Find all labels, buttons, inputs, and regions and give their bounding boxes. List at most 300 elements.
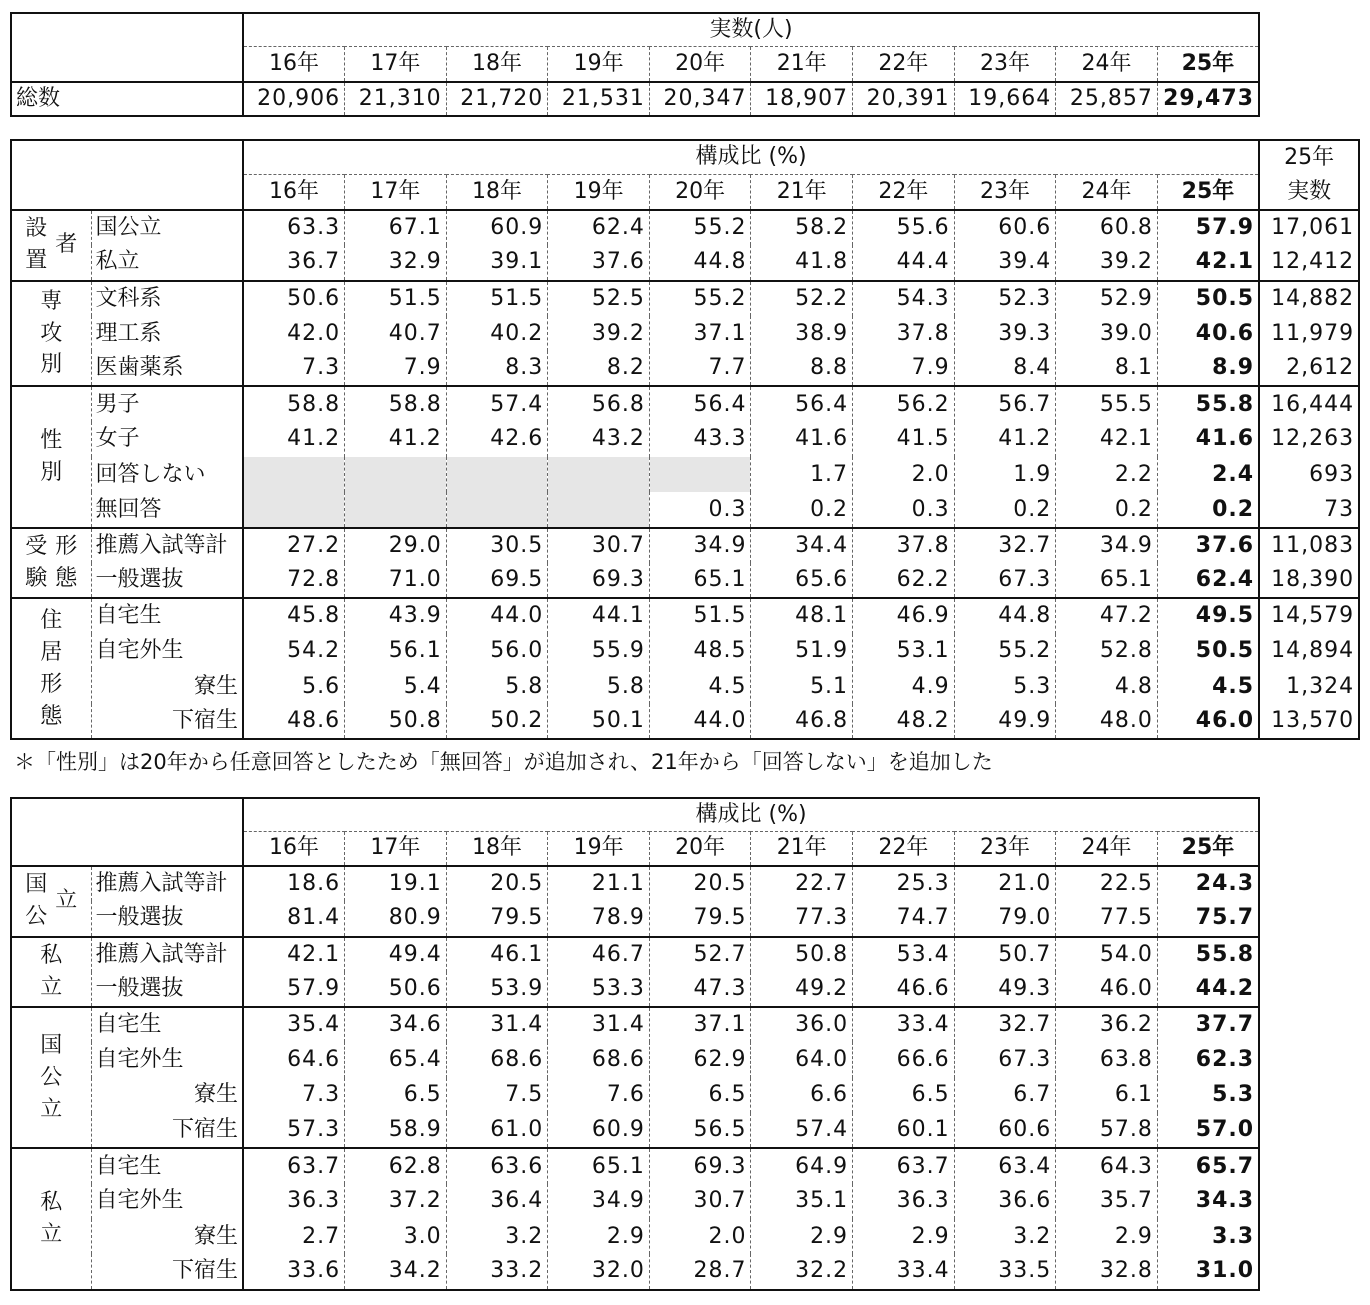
value-cell: 51.5 [446,281,548,316]
value-cell: 74.7 [853,901,955,936]
value-cell: 65.1 [548,1148,650,1183]
value-cell: 39.0 [1056,316,1158,351]
value-cell: 21.0 [954,866,1056,901]
count-cell: 16,444 [1259,386,1359,421]
row-label: 自宅外生 [91,634,243,669]
value-cell: 34.4 [751,528,853,563]
value-cell: 31.4 [446,1007,548,1042]
total-cell: 21,531 [548,82,650,116]
year-header: 22年 [853,174,955,210]
value-cell: 60.1 [853,1113,955,1148]
value-cell: 24.3 [1157,866,1259,901]
value-cell: 6.7 [954,1078,1056,1113]
value-cell: 68.6 [548,1042,650,1077]
row-label: 理工系 [91,316,243,351]
value-cell: 57.0 [1157,1113,1259,1148]
value-cell: 32.9 [345,245,447,280]
value-cell: 44.8 [954,598,1056,633]
count-cell: 13,570 [1259,704,1359,739]
group-label-text [12,531,91,595]
year-header: 18年 [446,831,548,866]
value-cell: 36.4 [446,1184,548,1219]
table-row [11,563,1359,598]
value-cell: 49.9 [954,704,1056,739]
year-header: 16年 [243,46,345,82]
year-header: 21年 [751,831,853,866]
value-cell: 32.2 [751,1254,853,1289]
value-cell: 41.6 [751,422,853,457]
row-label: 国公立 [91,210,243,245]
value-cell: 50.6 [243,281,345,316]
value-cell: 56.5 [649,1113,751,1148]
count-cell: 11,083 [1259,528,1359,563]
group-label-char: 性 [40,428,63,454]
value-cell: 8.3 [446,351,548,386]
group-label-char: 形 [40,671,63,697]
group-label-char: 住 [40,608,63,634]
value-cell: 27.2 [243,528,345,563]
value-cell: 42.1 [1157,245,1259,280]
value-cell: 50.5 [1157,634,1259,669]
count-cell: 12,412 [1259,245,1359,280]
value-cell: 0.2 [954,492,1056,527]
value-cell: 66.6 [853,1042,955,1077]
value-cell: 75.7 [1157,901,1259,936]
value-cell: 52.3 [954,281,1056,316]
total-count-table [10,12,1260,117]
value-cell: 2.0 [853,457,955,492]
table-row [11,492,1359,527]
table-row [11,1042,1259,1077]
value-cell: 6.1 [1056,1078,1158,1113]
row-label: 一般選抜 [91,901,243,936]
year-header: 23年 [954,831,1056,866]
value-cell: 50.5 [1157,281,1259,316]
value-cell: 34.2 [345,1254,447,1289]
row-label: 推薦入試等計 [91,866,243,901]
count-cell: 1,324 [1259,669,1359,704]
value-cell: 6.5 [345,1078,447,1113]
value-cell: 19.1 [345,866,447,901]
value-cell: 41.2 [345,422,447,457]
group-label-char: 攻 [40,320,63,346]
total-label: 総数 [11,82,243,116]
group-label-char: 置 [25,248,48,274]
value-cell: 20.5 [649,866,751,901]
row-label: 寮生 [91,1078,243,1113]
value-cell: 3.2 [954,1219,1056,1254]
value-cell: 79.5 [446,901,548,936]
value-cell: 0.2 [751,492,853,527]
value-cell: 7.3 [243,351,345,386]
group-label-char: 態 [40,703,63,729]
year-header: 25年 [1157,46,1259,82]
year-header: 19年 [548,831,650,866]
count-cell: 17,061 [1259,210,1359,245]
value-cell: 37.6 [548,245,650,280]
value-cell: 32.7 [954,1007,1056,1042]
value-cell: 6.5 [649,1078,751,1113]
value-cell: 39.3 [954,316,1056,351]
row-label: 女子 [91,422,243,457]
value-cell: 33.6 [243,1254,345,1289]
value-cell: 62.9 [649,1042,751,1077]
value-cell: 18.6 [243,866,345,901]
group-label-char: 受 [25,534,48,560]
row-label: 自宅生 [91,598,243,633]
value-cell: 67.3 [954,563,1056,598]
group-label [11,528,91,599]
value-cell: 68.6 [446,1042,548,1077]
group-label [11,1007,91,1148]
total-cell: 20,391 [853,82,955,116]
value-cell: 52.8 [1056,634,1158,669]
group-label-part [25,213,47,277]
value-cell: 65.4 [345,1042,447,1077]
table-row [11,1148,1259,1183]
table-row [11,1113,1259,1148]
group-label-char: 形 [55,534,78,560]
value-cell: 39.4 [954,245,1056,280]
value-cell: 0.3 [649,492,751,527]
table-row [11,704,1359,739]
table-row [11,281,1359,316]
value-cell: 77.3 [751,901,853,936]
value-cell: 46.7 [548,937,650,972]
year-header: 25年 [1157,831,1259,866]
total-cell: 21,720 [446,82,548,116]
group-label [11,866,91,937]
table-row [11,937,1259,972]
group-label-char: 別 [40,460,63,486]
extra-header-count: 実数 [1259,174,1359,210]
table-row [11,386,1359,421]
group-label-text [12,1187,91,1251]
group-label-char: 者 [55,232,78,258]
value-cell: 33.4 [853,1254,955,1289]
value-cell: 63.8 [1056,1042,1158,1077]
value-cell: 30.5 [446,528,548,563]
value-cell: 33.2 [446,1254,548,1289]
extra-header-year: 25年 [1259,140,1359,174]
table-row [11,598,1359,633]
year-header: 24年 [1056,174,1158,210]
year-header: 21年 [751,46,853,82]
value-cell: 0.2 [1157,492,1259,527]
value-cell: 25.3 [853,866,955,901]
group-label-char: 験 [25,565,48,591]
count-cell: 14,579 [1259,598,1359,633]
value-cell [243,457,345,492]
value-cell: 8.2 [548,351,650,386]
value-cell: 60.6 [954,1113,1056,1148]
table-row [11,210,1359,245]
value-cell: 3.3 [1157,1219,1259,1254]
row-label: 自宅外生 [91,1184,243,1219]
value-cell: 63.7 [853,1148,955,1183]
total-cell: 20,906 [243,82,345,116]
year-header: 22年 [853,46,955,82]
value-cell: 60.6 [954,210,1056,245]
value-cell: 63.3 [243,210,345,245]
value-cell: 58.2 [751,210,853,245]
value-cell: 52.5 [548,281,650,316]
value-cell [649,457,751,492]
value-cell: 37.1 [649,316,751,351]
value-cell: 65.7 [1157,1148,1259,1183]
group-label [11,281,91,387]
count-cell: 2,612 [1259,351,1359,386]
group-label-part [55,229,77,261]
group-label-char: 私 [40,943,63,968]
group-label-part [40,286,62,382]
group-label [11,386,91,527]
value-cell: 61.0 [446,1113,548,1148]
value-cell: 5.8 [446,669,548,704]
value-cell: 43.3 [649,422,751,457]
value-cell: 4.5 [1157,669,1259,704]
table-row [11,422,1359,457]
value-cell: 49.2 [751,972,853,1007]
group-label [11,210,91,281]
group-label-part [40,425,62,489]
value-cell: 31.4 [548,1007,650,1042]
value-cell: 55.6 [853,210,955,245]
value-cell: 7.5 [446,1078,548,1113]
value-cell: 65.1 [649,563,751,598]
value-cell: 48.0 [1056,704,1158,739]
value-cell: 2.9 [853,1219,955,1254]
value-cell: 37.8 [853,316,955,351]
value-cell: 64.9 [751,1148,853,1183]
value-cell: 65.1 [1056,563,1158,598]
value-cell: 55.8 [1157,386,1259,421]
group-label-char: 態 [55,565,78,591]
value-cell: 56.0 [446,634,548,669]
value-cell: 2.7 [243,1219,345,1254]
year-header: 19年 [548,174,650,210]
value-cell: 63.4 [954,1148,1056,1183]
value-cell: 34.9 [1056,528,1158,563]
year-header: 24年 [1056,46,1158,82]
group-label-text [12,869,91,933]
row-label: 推薦入試等計 [91,528,243,563]
value-cell: 6.5 [853,1078,955,1113]
value-cell: 41.8 [751,245,853,280]
group-label-part [55,531,77,595]
value-cell: 5.3 [954,669,1056,704]
value-cell: 42.1 [243,937,345,972]
value-cell: 35.4 [243,1007,345,1042]
value-cell: 62.4 [548,210,650,245]
row-label: 無回答 [91,492,243,527]
value-cell: 69.3 [548,563,650,598]
value-cell: 53.4 [853,937,955,972]
value-cell: 5.8 [548,669,650,704]
year-header: 24年 [1056,831,1158,866]
value-cell: 42.1 [1056,422,1158,457]
value-cell: 62.3 [1157,1042,1259,1077]
value-cell: 64.0 [751,1042,853,1077]
count-cell: 18,390 [1259,563,1359,598]
total-cell: 18,907 [751,82,853,116]
value-cell: 56.7 [954,386,1056,421]
value-cell [345,457,447,492]
group-label-text [12,425,91,489]
value-cell: 36.6 [954,1184,1056,1219]
year-header: 17年 [345,174,447,210]
group-label-char: 立 [40,1221,63,1247]
value-cell: 1.9 [954,457,1056,492]
year-header: 20年 [649,831,751,866]
value-cell: 48.6 [243,704,345,739]
value-cell: 43.2 [548,422,650,457]
value-cell: 3.0 [345,1219,447,1254]
value-cell: 44.2 [1157,972,1259,1007]
value-cell: 42.6 [446,422,548,457]
year-header: 20年 [649,46,751,82]
count-cell: 73 [1259,492,1359,527]
value-cell: 36.2 [1056,1007,1158,1042]
value-cell: 8.9 [1157,351,1259,386]
value-cell: 56.4 [649,386,751,421]
value-cell: 40.7 [345,316,447,351]
value-cell: 55.9 [548,634,650,669]
year-header: 21年 [751,174,853,210]
group-label-part [40,1030,62,1126]
group-label-char: 専 [40,288,63,314]
value-cell: 30.7 [548,528,650,563]
table-row [11,316,1359,351]
value-cell: 46.8 [751,704,853,739]
table-row [11,245,1359,280]
value-cell: 2.9 [1056,1219,1158,1254]
group-label-text [12,1030,91,1126]
value-cell: 64.3 [1056,1148,1158,1183]
value-cell: 50.7 [954,937,1056,972]
value-cell: 67.1 [345,210,447,245]
value-cell: 65.6 [751,563,853,598]
group-label [11,598,91,739]
row-label: 自宅外生 [91,1042,243,1077]
group-label-char: 別 [40,352,63,378]
table-row [11,1219,1259,1254]
value-cell: 40.2 [446,316,548,351]
group-label [11,937,91,1008]
value-cell: 51.5 [649,598,751,633]
group-label-text [12,213,91,277]
group-label-char: 公 [25,904,48,930]
value-cell: 51.9 [751,634,853,669]
value-cell: 44.0 [446,598,548,633]
row-label: 下宿生 [91,1113,243,1148]
value-cell: 36.0 [751,1007,853,1042]
year-header: 25年 [1157,174,1259,210]
value-cell: 21.1 [548,866,650,901]
value-cell: 78.9 [548,901,650,936]
value-cell: 49.4 [345,937,447,972]
value-cell: 7.9 [853,351,955,386]
value-cell: 60.8 [1056,210,1158,245]
value-cell: 52.7 [649,937,751,972]
row-label: 下宿生 [91,1254,243,1289]
value-cell: 53.3 [548,972,650,1007]
value-cell: 57.4 [751,1113,853,1148]
group-label-char: 国 [25,872,48,898]
value-cell: 8.4 [954,351,1056,386]
value-cell: 72.8 [243,563,345,598]
value-cell: 53.1 [853,634,955,669]
value-cell [446,457,548,492]
composition-ratio-header: 構成比 (%) [243,140,1259,174]
value-cell: 62.2 [853,563,955,598]
value-cell: 44.8 [649,245,751,280]
composition-ratio-table [10,139,1360,740]
row-label: 自宅生 [91,1007,243,1042]
value-cell: 55.5 [1056,386,1158,421]
value-cell: 49.5 [1157,598,1259,633]
value-cell: 47.2 [1056,598,1158,633]
value-cell: 81.4 [243,901,345,936]
value-cell: 2.4 [1157,457,1259,492]
value-cell: 44.1 [548,598,650,633]
table-row [11,634,1359,669]
year-header: 19年 [548,46,650,82]
value-cell: 0.3 [853,492,955,527]
value-cell: 77.5 [1056,901,1158,936]
value-cell: 62.4 [1157,563,1259,598]
value-cell [243,492,345,527]
composition-ratio-header-2: 構成比 (%) [243,798,1259,831]
footnote: ＊「性別」は20年から任意回答としたため「無回答」が追加され、21年から「回答しない」を追加した [14,750,993,774]
value-cell: 8.1 [1056,351,1158,386]
year-header: 23年 [954,46,1056,82]
value-cell: 34.6 [345,1007,447,1042]
value-cell: 4.8 [1056,669,1158,704]
value-cell: 37.8 [853,528,955,563]
total-cell: 21,310 [345,82,447,116]
table-row [11,1007,1259,1042]
value-cell: 39.1 [446,245,548,280]
year-header: 23年 [954,174,1056,210]
value-cell: 58.8 [345,386,447,421]
value-cell: 46.1 [446,937,548,972]
value-cell: 57.4 [446,386,548,421]
value-cell: 0.2 [1056,492,1158,527]
group-label-part [25,869,47,933]
value-cell: 2.2 [1056,457,1158,492]
value-cell: 52.2 [751,281,853,316]
value-cell: 2.0 [649,1219,751,1254]
group-label-char: 私 [40,1190,63,1216]
value-cell: 7.3 [243,1078,345,1113]
table-row [11,972,1259,1007]
year-header: 18年 [446,174,548,210]
row-label: 男子 [91,386,243,421]
year-header: 22年 [853,831,955,866]
table-row [11,351,1359,386]
table-row [11,1184,1259,1219]
value-cell: 22.5 [1056,866,1158,901]
year-header: 17年 [345,831,447,866]
value-cell: 41.6 [1157,422,1259,457]
value-cell: 35.7 [1056,1184,1158,1219]
group-label-text [12,940,91,1004]
row-label: 推薦入試等計 [91,937,243,972]
value-cell: 42.0 [243,316,345,351]
value-cell: 60.9 [446,210,548,245]
row-label: 私立 [91,245,243,280]
